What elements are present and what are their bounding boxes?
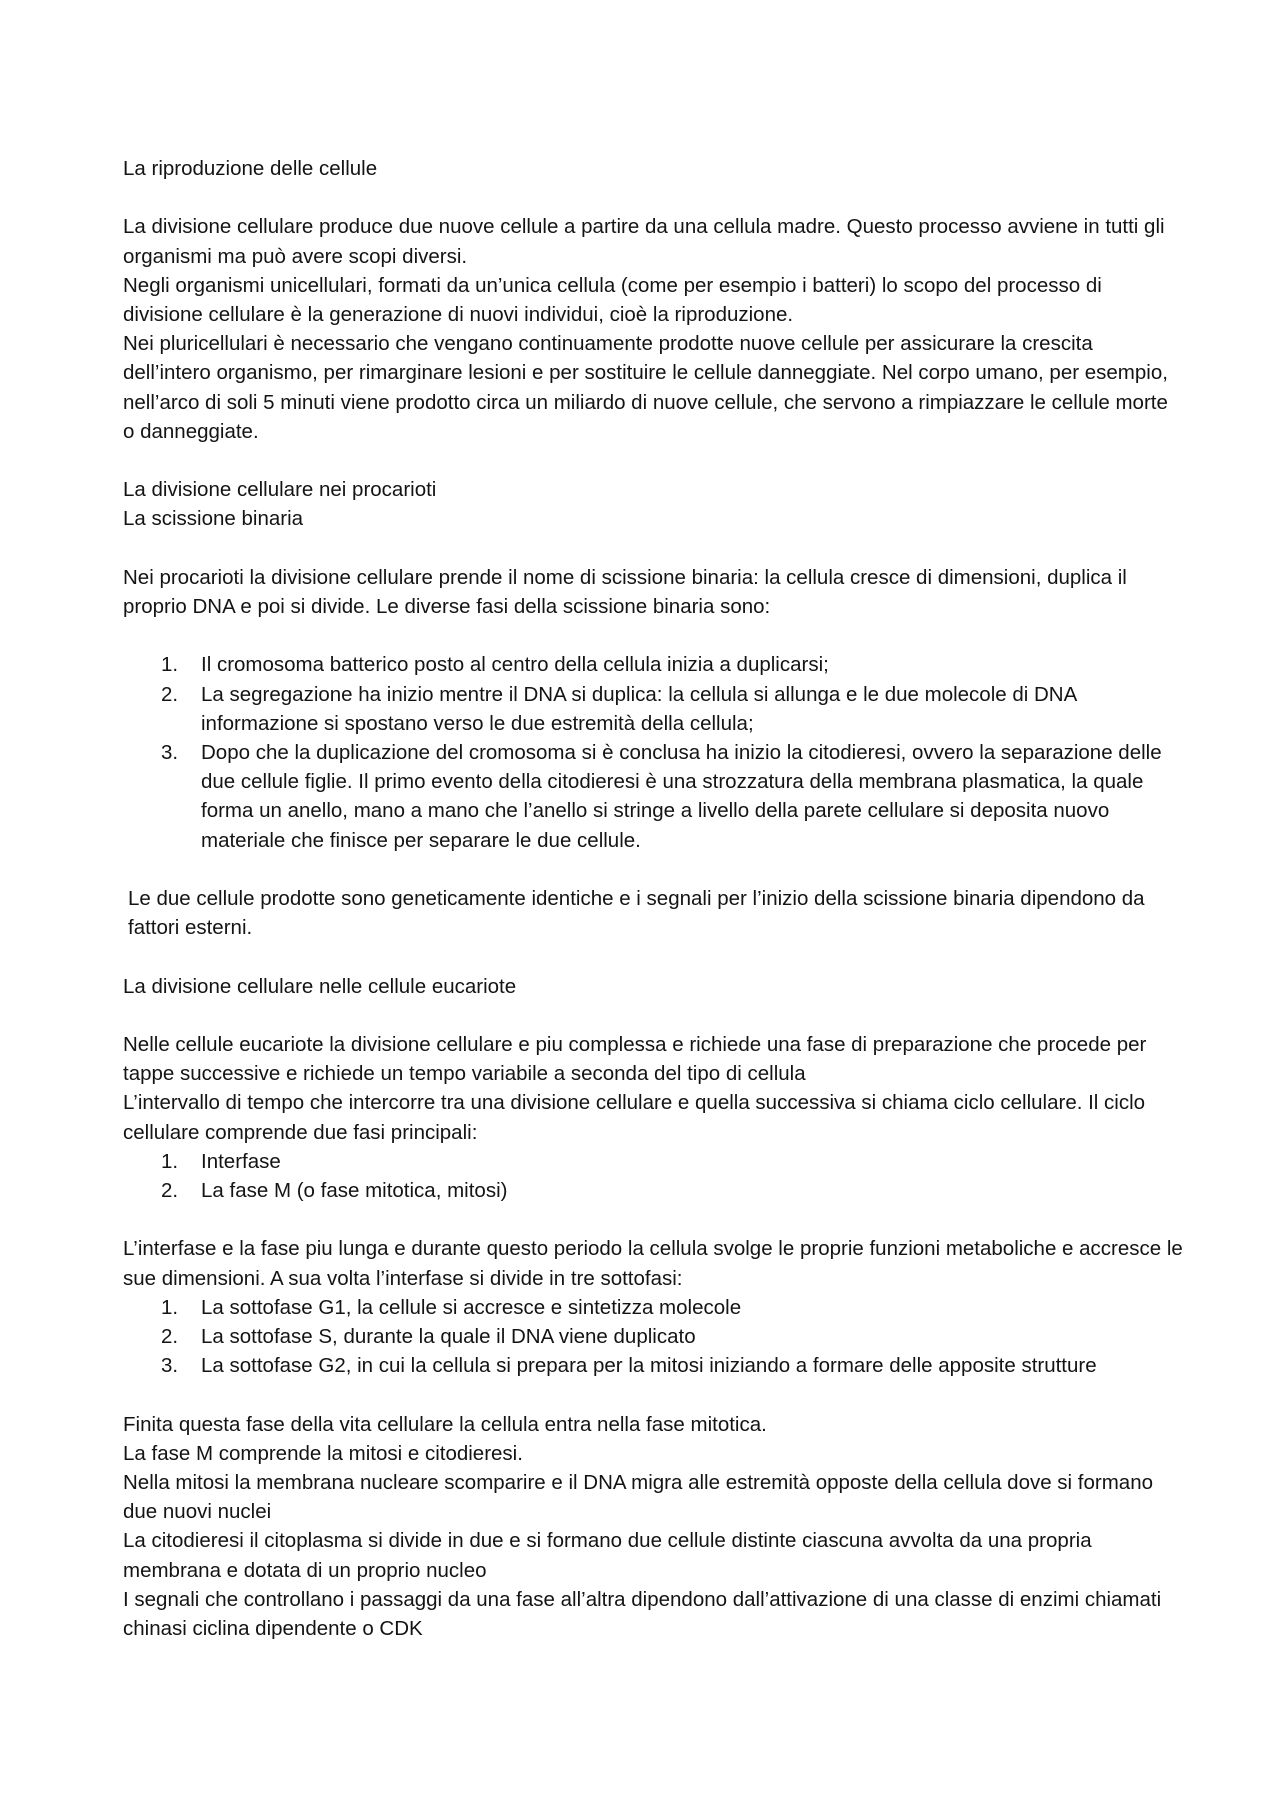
spacer	[123, 855, 1183, 884]
final-paragraph-2: La fase M comprende la mitosi e citodieresi.	[123, 1441, 523, 1465]
list-item	[123, 1293, 1183, 1322]
list-item-text: La fase M (o fase mitotica, mitosi)	[201, 1179, 508, 1202]
ciclo-phases-list	[123, 1147, 1183, 1205]
document-page	[123, 154, 1183, 1643]
list-number: 3.	[161, 1354, 179, 1378]
list-number: 2.	[161, 682, 179, 706]
list-item	[123, 650, 1183, 679]
final-paragraph-5: I segnali che controllano i passaggi da una fase all’altra dipendono dall’attivazione di una classe di enzimi chiamati chinasi ciclina dipendente o CDK	[123, 1587, 1162, 1641]
list-number: 3.	[161, 741, 179, 764]
scissione-steps-list	[123, 650, 1183, 854]
list-item	[123, 1322, 1183, 1351]
list-item-text: La sottofase G1, la cellule si accresce e sintetizza molecole	[201, 1295, 742, 1319]
final-paragraph-1: Finita questa fase della vita cellulare la cellula entra nella fase mitotica.	[123, 1412, 767, 1436]
list-number: 1.	[161, 653, 179, 677]
intro-paragraph-2: Negli organismi unicellulari, formati da un’unica cellula (come per esempio i batteri) lo scopo del processo di divisione cellulare è la generazione di nuovi individui, cioè la riproduzione.	[123, 273, 1102, 326]
procarioti-subheading: La scissione binaria	[123, 507, 304, 531]
list-item	[123, 1351, 1183, 1380]
list-item-text: Dopo che la duplicazione del cromosoma si è conclusa ha inizio la citodieresi, ovvero la separazione delle due cellule figlie. Il primo evento della citodieresi è una strozzatura della membrana plasmatica, la quale forma un anello, mano a mano che l’anello si stringe a livello della parete cellulare si deposita nuovo materiale che finisce per separare le due cellule.	[201, 741, 1162, 852]
procarioti-paragraph: Nei procarioti la divisione cellulare prende il nome di scissione binaria: la cellula cresce di dimensioni, duplica il proprio DNA e poi si divide. Le diverse fasi della scissione binaria sono:	[123, 565, 1127, 618]
spacer	[123, 942, 1183, 971]
spacer	[123, 621, 1183, 650]
final-paragraph-4: La citodieresi il citoplasma si divide in due e si formano due cellule distinte ciascuna avvolta da una propria membrana e dotata di un proprio nucleo	[123, 1529, 1092, 1582]
list-item-text: Interfase	[201, 1149, 281, 1173]
list-number: 1.	[161, 1149, 179, 1173]
list-number: 2.	[161, 1325, 179, 1348]
eucariote-heading: La divisione cellulare nelle cellule eucariote	[123, 974, 517, 998]
document-title: La riproduzione delle cellule	[123, 157, 378, 180]
list-item-text: Il cromosoma batterico posto al centro della cellula inizia a duplicarsi;	[201, 653, 829, 677]
spacer	[123, 446, 1183, 475]
list-number: 2.	[161, 1179, 179, 1202]
spacer	[123, 1205, 1183, 1234]
spacer	[123, 534, 1183, 563]
intro-paragraph-1: La divisione cellulare produce due nuove cellule a partire da una cellula madre. Questo processo avviene in tutti gli organismi ma può avere scopi diversi.	[123, 215, 1165, 268]
list-item	[123, 1176, 1183, 1205]
list-item	[123, 738, 1183, 855]
spacer	[123, 1001, 1183, 1030]
eucariote-paragraph-1: Nelle cellule eucariote la divisione cellulare e piu complessa e richiede una fase di preparazione che procede per tappe successive e richiede un tempo variabile a seconda del tipo di cellula	[123, 1032, 1147, 1086]
procarioti-heading: La divisione cellulare nei procarioti	[123, 478, 437, 502]
spacer	[123, 1380, 1183, 1409]
procarioti-closing: Le due cellule prodotte sono geneticamente identiche e i segnali per l’inizio della scissione binaria dipendono da fattori esterni.	[128, 887, 1145, 940]
interfase-paragraph: L’interfase e la fase piu lunga e durante questo periodo la cellula svolge le proprie funzioni metaboliche e accresce le sue dimensioni. A sua volta l’interfase si divide in tre sottofasi:	[123, 1237, 1183, 1290]
eucariote-paragraph-2: L’intervallo di tempo che intercorre tra una divisione cellulare e quella successiva si chiama ciclo cellulare. Il ciclo cellulare comprende due fasi principali:	[123, 1091, 1146, 1144]
list-item-text: La sottofase G2, in cui la cellula si prepara per la mitosi iniziando a formare delle apposite strutture	[201, 1354, 1097, 1378]
list-item	[123, 680, 1183, 738]
list-number: 1.	[161, 1295, 179, 1319]
list-item-text: La sottofase S, durante la quale il DNA viene duplicato	[201, 1325, 696, 1348]
spacer	[123, 183, 1183, 212]
list-item-text: La segregazione ha inizio mentre il DNA si duplica: la cellula si allunga e le due molecole di DNA informazione si spostano verso le due estremità della cellula;	[201, 682, 1077, 735]
intro-paragraph-3: Nei pluricellulari è necessario che vengano continuamente prodotte nuove cellule per assicurare la crescita dell’intero organismo, per rimarginare lesioni e per sostituire le cellule danneggiate. Nel corpo umano, per esempio, nell’arco di soli 5 minuti viene prodotto circa un miliardo di nuove cellule, che servono a rimpiazzare le cellule morte o danneggiate.	[123, 332, 1168, 443]
final-paragraph-3: Nella mitosi la membrana nucleare scomparire e il DNA migra alle estremità opposte della cellula dove si formano due nuovi nuclei	[123, 1471, 1154, 1524]
sottofasi-list	[123, 1293, 1183, 1381]
list-item	[123, 1147, 1183, 1176]
